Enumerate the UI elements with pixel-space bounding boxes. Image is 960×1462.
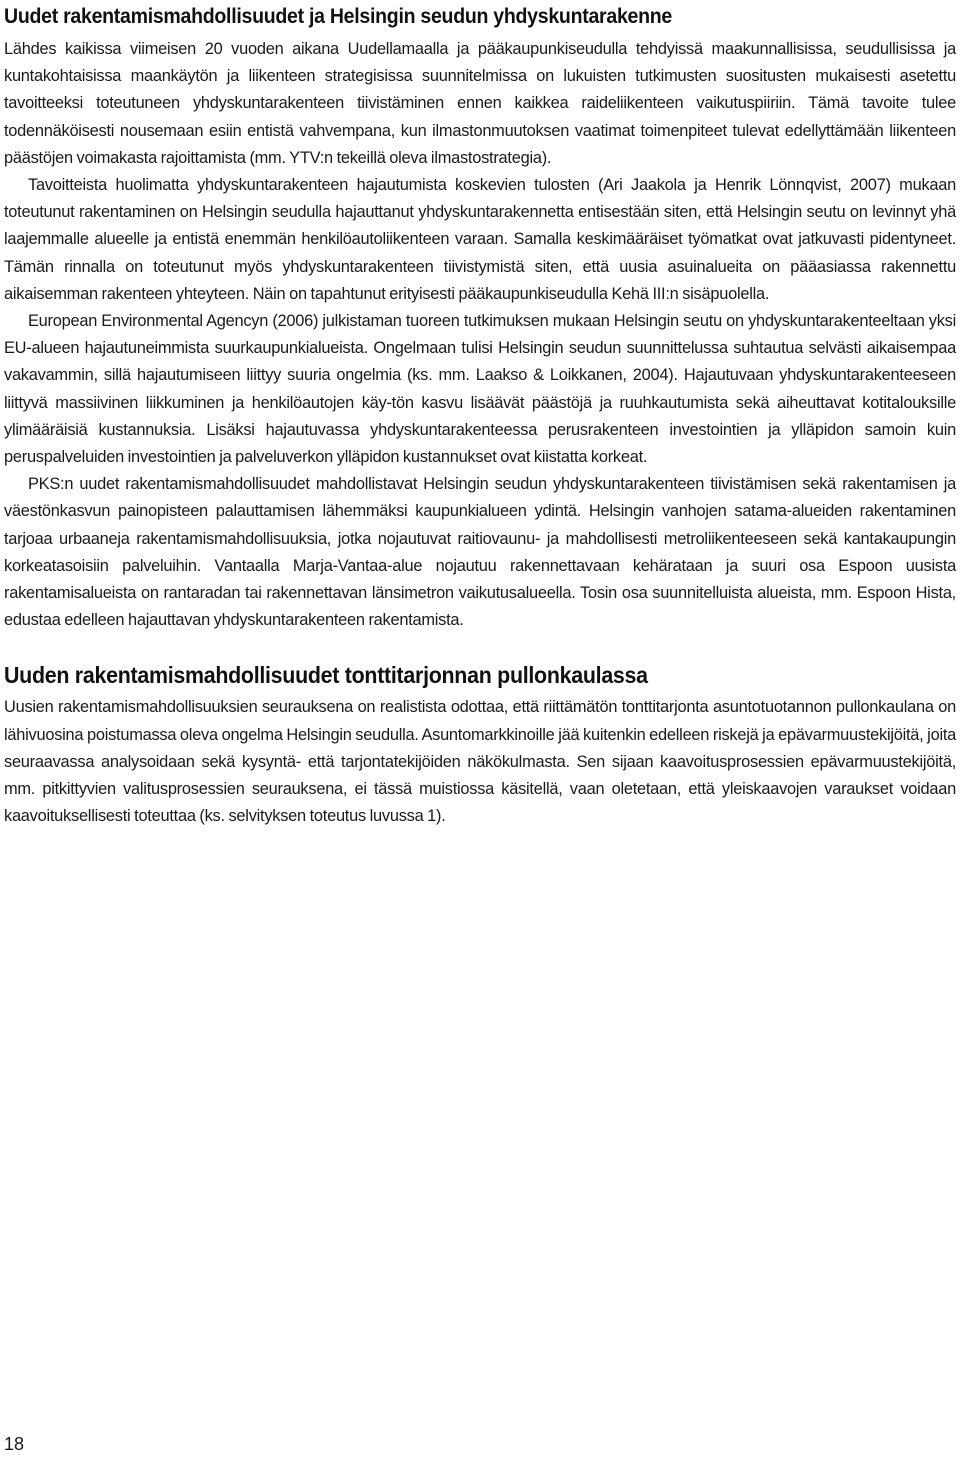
- section-heading-1: Uudet rakentamismahdollisuudet ja Helsingin seudun yhdyskuntarakenne: [4, 5, 673, 28]
- document-body: [4, 2, 956, 830]
- paragraph: Tavoitteista huolimatta yhdyskuntarakenteen hajautumista koskevien tulosten (Ari Jaakola ja Henrik Lönnqvist, 2007) mukaan toteutunut rakentaminen on Helsingin seudulla hajauttanut yhdyskuntarakennetta entisestään siten, että Helsingin seutu on levinnyt yhä laajemmalle alueelle ja entistä enemmän henkilöautoliikenteen varaan. Samalla keskimääräiset työmatkat ovat jatkuvasti pidentyneet. Tämän rinnalla on toteutunut myös yhdyskuntarakenteen tiivistymistä siten, että uusia asuinalueita on pääasiassa rakennettu aikaisemman rakenteen yhteyteen. Näin on tapahtunut erityisesti pääkaupunkiseudulla Kehä III:n sisäpuolella.: [4, 176, 956, 303]
- section-heading-2: Uuden rakentamismahdollisuudet tonttitarjonnan pullonkaulassa: [4, 662, 648, 689]
- paragraph: Uusien rakentamismahdollisuuksien seurauksena on realistista odottaa, että riittämätön tonttitarjonta asuntotuotannon pullonkaulana on lähivuosina poistumassa oleva ongelma Helsingin seudulla. Asuntomarkkinoille jää kuitenkin edelleen riskejä ja epävarmuustekijöitä, joita seuraavassa analysoidaan sekä kysyntä- että tarjontatekijöiden näkökulmasta. Sen sijaan kaavoitusprosessien epävarmuustekijöitä, mm. pitkittyvien valitusprosessien seurauksena, ei tässä muistiossa käsitellä, vaan oletetaan, että yleiskaavojen varaukset voidaan kaavoituksellisesti toteuttaa (ks. selvityksen toteutus luvussa 1).: [4, 698, 956, 826]
- section-tonttitarjonta: [4, 660, 956, 830]
- section-yhdyskuntarakenne: [4, 2, 956, 634]
- paragraph: European Environmental Agencyn (2006) julkistaman tuoreen tutkimuksen mukaan Helsingin seutu on yhdyskuntarakenteeltaan yksi EU-alueen hajautuneimmista suurkaupunkialueista. Ongelmaan tulisi Helsingin seudun suunnittelussa suhtautua selvästi aikaisempaa vakavammin, sillä hajautumiseen liittyy suuria ongelmia (ks. mm. Laakso & Loikkanen, 2004). Hajautuvaan yhdyskuntarakenteeseen liittyvä massiivinen liikkuminen ja henkilöautojen käy-tön kasvu lisäävät päästöjä ja ruuhkautumista sekä aiheuttavat kotitalouksille ylimääräisiä kustannuksia. Lisäksi hajautuvassa yhdyskuntarakenteessa perusrakenteen investointien ja ylläpidon samoin kuin peruspalveluiden investointien ja palveluverkon ylläpidon kustannukset ovat kiistatta korkeat.: [4, 312, 956, 467]
- paragraph: Lähdes kaikissa viimeisen 20 vuoden aikana Uudellamaalla ja pääkaupunkiseudulla tehdyissä maakunnallisissa, seudullisissa ja kuntakohtaisissa maankäytön ja liikenteen strategisissa suunnitelmissa on lukuisten tutkimusten suositusten mukaisesti asetettu tavoitteeksi toteutuneen yhdyskuntarakenteen tiivistäminen ennen kaikkea raideliikenteen vaikutuspiiriin. Tämä tavoite tulee todennäköisesti nousemaan esiin entistä vahvempana, kun ilmastonmuutoksen vaatimat toimenpiteet tulevat edellyttämään liikenteen päästöjen voimakasta rajoittamista (mm. YTV:n tekeillä oleva ilmastostrategia).: [4, 40, 956, 167]
- page-number: 18: [4, 1434, 25, 1454]
- paragraph: PKS:n uudet rakentamismahdollisuudet mahdollistavat Helsingin seudun yhdyskuntarakenteen tiivistämisen sekä rakentamisen ja väestönkasvun painopisteen palauttamisen lähemmäksi kaupunkialueen ydintä. Helsingin vanhojen satama-alueiden rakentaminen tarjoaa urbaaneja rakentamismahdollisuuksia, jotka nojautuvat raitiovaunu- ja mahdollisesti metroliikenteeseen sekä kantakaupungin korkeatasoisiin palveluihin. Vantaalla Marja-Vantaa-alue nojautuu rakennettavaan kehärataan ja suuri osa Espoon uusista rakentamisalueista on rantaradan tai rakennettavan länsimetron vaikutusalueella. Tosin osa suunnitelluista alueista, mm. Espoon Hista, edustaa edelleen hajauttavan yhdyskuntarakenteen rakentamista.: [4, 475, 956, 630]
